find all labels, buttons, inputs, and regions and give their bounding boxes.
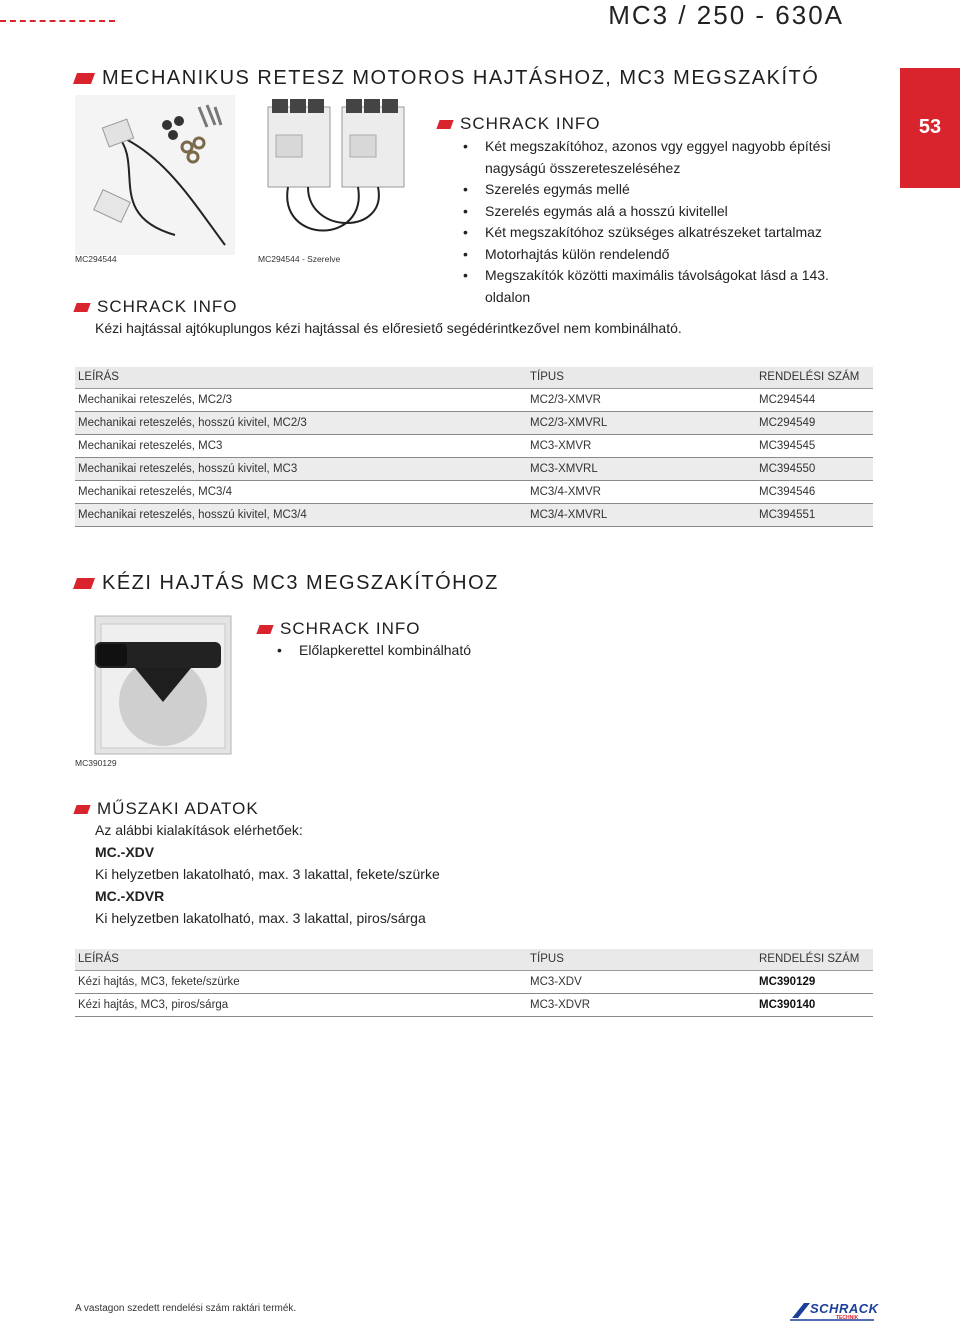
table-header-cell: LEÍRÁS bbox=[75, 949, 527, 970]
interlock-kit-photo bbox=[75, 95, 235, 255]
info-heading-1 bbox=[438, 114, 600, 134]
table-cell: Mechanikai reteszelés, MC3 bbox=[75, 434, 527, 457]
section-marker-icon bbox=[73, 805, 90, 814]
table-cell: MC3/4-XMVRL bbox=[527, 503, 756, 526]
info-bullet: • Szerelés egymás mellé bbox=[461, 179, 861, 201]
info-bullet: • Két megszakítóhoz szükséges alkatrészeket tartalmaz bbox=[461, 222, 861, 244]
table-header-row bbox=[75, 367, 873, 388]
info-bullet-list-3 bbox=[275, 640, 575, 662]
section-heading-mechanical-interlock bbox=[75, 67, 819, 90]
section-title: MECHANIKUS RETESZ MOTOROS HAJTÁSHOZ, MC3 MEGSZAKÍTÓ bbox=[102, 67, 820, 89]
table-row bbox=[75, 993, 873, 1016]
table-cell: Mechanikai reteszelés, hosszú kivitel, MC3/4 bbox=[75, 503, 527, 526]
section-heading-technical-data bbox=[75, 799, 259, 819]
table-cell: MC3-XDV bbox=[527, 970, 756, 993]
info-bullet-list-1 bbox=[461, 136, 861, 308]
info-title: SCHRACK INFO bbox=[460, 114, 601, 133]
info-title: SCHRACK INFO bbox=[280, 619, 421, 638]
table-cell: MC294549 bbox=[756, 411, 873, 434]
table-cell: MC394550 bbox=[756, 457, 873, 480]
manual-drive-photo bbox=[75, 610, 233, 758]
table-cell: MC390129 bbox=[756, 970, 873, 993]
table-row bbox=[75, 503, 873, 526]
info-bullet: • Szerelés egymás alá a hosszú kivitellel bbox=[461, 201, 861, 223]
table-cell: Kézi hajtás, MC3, fekete/szürke bbox=[75, 970, 527, 993]
table-cell: Mechanikai reteszelés, MC3/4 bbox=[75, 480, 527, 503]
table-header-cell: LEÍRÁS bbox=[75, 367, 527, 388]
table-header-cell: TÍPUS bbox=[527, 949, 756, 970]
table-cell: MC294544 bbox=[756, 388, 873, 411]
table-header-cell: RENDELÉSI SZÁM bbox=[756, 367, 873, 388]
page-number-tab: 53 bbox=[900, 68, 960, 188]
info-marker-icon bbox=[256, 625, 273, 634]
logo-subtext: TECHNIK bbox=[836, 1315, 859, 1321]
table-cell: MC2/3-XMVR bbox=[527, 388, 756, 411]
info-marker-icon bbox=[436, 120, 453, 129]
section-title: KÉZI HAJTÁS MC3 MEGSZAKÍTÓHOZ bbox=[102, 572, 499, 594]
photo-caption-manual-drive: MC390129 bbox=[75, 758, 117, 768]
tech-line: Az alábbi kialakítások elérhetőek: bbox=[95, 822, 303, 838]
photo-caption-assembled: MC294544 - Szerelve bbox=[258, 254, 341, 264]
section-marker-icon bbox=[73, 73, 95, 84]
info-bullet: • Motorhajtás külön rendelendő bbox=[461, 244, 861, 266]
interlocked-breakers-photo bbox=[258, 95, 416, 255]
table-row bbox=[75, 411, 873, 434]
tech-variant-code: MC.-XDVR bbox=[95, 888, 165, 904]
table-row bbox=[75, 388, 873, 411]
photo-caption-kit: MC294544 bbox=[75, 254, 117, 264]
table-header-cell: RENDELÉSI SZÁM bbox=[756, 949, 873, 970]
table-cell: MC3-XDVR bbox=[527, 993, 756, 1016]
tech-variant-code: MC.-XDV bbox=[95, 844, 155, 860]
table-cell: MC3-XMVRL bbox=[527, 457, 756, 480]
table-header-cell: TÍPUS bbox=[527, 367, 756, 388]
schrack-logo bbox=[788, 1300, 878, 1322]
table-cell: MC3/4-XMVR bbox=[527, 480, 756, 503]
table-cell: MC394551 bbox=[756, 503, 873, 526]
manual-drive-order-table bbox=[75, 949, 873, 1017]
info-note-text: Kézi hajtással ajtókuplungos kézi hajtással és előresiető segédérintkezővel nem kombinálható. bbox=[95, 320, 682, 336]
table-row bbox=[75, 457, 873, 480]
table-row bbox=[75, 480, 873, 503]
table-cell: MC2/3-XMVRL bbox=[527, 411, 756, 434]
tech-line: Ki helyzetben lakatolható, max. 3 lakattal, fekete/szürke bbox=[95, 866, 440, 882]
section-title: MŰSZAKI ADATOK bbox=[97, 799, 259, 818]
interlock-order-table bbox=[75, 367, 873, 527]
info-bullet: • Előlapkerettel kombinálható bbox=[275, 640, 575, 662]
page-header-title: MC3 / 250 - 630A bbox=[608, 0, 844, 30]
table-cell: Mechanikai reteszelés, hosszú kivitel, MC2/3 bbox=[75, 411, 527, 434]
table-cell: Kézi hajtás, MC3, piros/sárga bbox=[75, 993, 527, 1016]
header-dash-rule bbox=[0, 20, 115, 22]
section-heading-manual-drive bbox=[75, 572, 499, 595]
logo-text: SCHRACK bbox=[810, 1301, 879, 1316]
table-cell: MC3-XMVR bbox=[527, 434, 756, 457]
table-cell: Mechanikai reteszelés, hosszú kivitel, MC3 bbox=[75, 457, 527, 480]
table-cell: MC394546 bbox=[756, 480, 873, 503]
info-title: SCHRACK INFO bbox=[97, 297, 238, 316]
tech-line: Ki helyzetben lakatolható, max. 3 lakattal, piros/sárga bbox=[95, 910, 426, 926]
table-header-row bbox=[75, 949, 873, 970]
table-row bbox=[75, 970, 873, 993]
info-bullet: • Két megszakítóhoz, azonos vgy eggyel nagyobb építési nagyságú összereteszeléséhez bbox=[461, 136, 861, 179]
table-cell: MC394545 bbox=[756, 434, 873, 457]
info-marker-icon bbox=[73, 303, 90, 312]
info-heading-2 bbox=[75, 297, 237, 317]
table-cell: Mechanikai reteszelés, MC2/3 bbox=[75, 388, 527, 411]
info-bullet: • Megszakítók közötti maximális távolságokat lásd a 143. oldalon bbox=[461, 265, 861, 308]
table-cell: MC390140 bbox=[756, 993, 873, 1016]
footer-note: A vastagon szedett rendelési szám raktári termék. bbox=[75, 1303, 297, 1314]
table-row bbox=[75, 434, 873, 457]
info-heading-3 bbox=[258, 619, 420, 639]
section-marker-icon bbox=[73, 578, 95, 589]
